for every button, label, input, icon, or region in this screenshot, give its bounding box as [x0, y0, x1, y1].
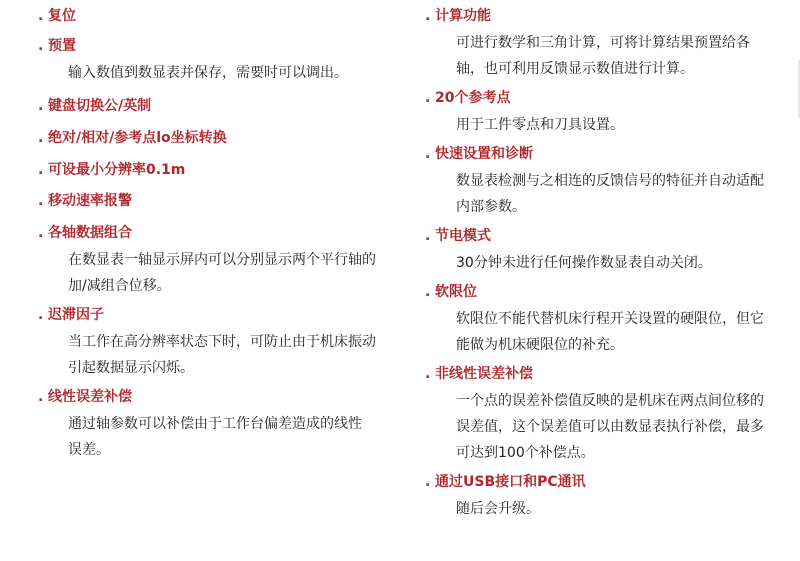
feature-title: 快速设置和诊断 [435, 146, 533, 162]
feature-title: 软限位 [435, 284, 477, 300]
feature-description [425, 306, 795, 358]
feature-item [38, 128, 398, 148]
feature-title: 20个参考点 [435, 90, 511, 106]
feature-item [38, 160, 398, 180]
feature-heading [38, 305, 398, 325]
feature-title: 各轴数据组合 [48, 225, 132, 241]
bullet-dot: . [38, 225, 44, 241]
feature-title: 非线性误差补偿 [435, 366, 533, 382]
bullet-dot: . [425, 366, 431, 382]
feature-item [425, 88, 795, 138]
description-line: 30分钟未进行任何操作数显表自动关闭。 [456, 255, 712, 271]
description-line: 数显表检测与之相连的反馈信号的特征并自动适配 [456, 173, 764, 189]
description-line: 输入数值到数显表并保存，需要时可以调出。 [68, 65, 348, 81]
description-line: 内部参数。 [456, 199, 526, 215]
bullet-dot: . [38, 130, 44, 146]
feature-item [425, 144, 795, 220]
feature-description [425, 496, 795, 522]
feature-item [38, 96, 398, 116]
description-line: 用于工件零点和刀具设置。 [456, 117, 624, 133]
description-line: 轴，也可利用反馈显示数值进行计算。 [456, 61, 694, 77]
bullet-dot: . [425, 474, 431, 490]
bullet-dot: . [38, 38, 44, 54]
bullet-dot: . [425, 228, 431, 244]
feature-item [38, 305, 398, 381]
bullet-dot: . [38, 98, 44, 114]
description-line: 可进行数学和三角计算，可将计算结果预置给各 [456, 35, 750, 51]
feature-heading [425, 472, 795, 492]
feature-title: 键盘切换公/英制 [48, 98, 152, 114]
description-line: 引起数据显示闪烁。 [68, 360, 194, 376]
description-line: 误差值，这个误差值可以由数显表执行补偿，最多 [456, 419, 764, 435]
feature-title: 移动速率报警 [48, 193, 132, 209]
bullet-dot: . [425, 284, 431, 300]
description-line: 在数显表一轴显示屏内可以分别显示两个平行轴的 [68, 252, 376, 268]
feature-item [425, 364, 795, 466]
feature-description [425, 168, 795, 220]
bullet-dot: . [38, 389, 44, 405]
feature-item [38, 223, 398, 299]
bullet-dot: . [38, 307, 44, 323]
feature-heading [38, 96, 398, 116]
feature-item [425, 226, 795, 276]
feature-description [38, 247, 398, 299]
description-line: 随后会升级。 [456, 501, 540, 517]
description-line: 能做为机床硬限位的补充。 [456, 337, 624, 353]
feature-heading [38, 6, 398, 26]
feature-description [425, 112, 795, 138]
feature-title: 节电模式 [435, 228, 491, 244]
description-line: 通过轴参数可以补偿由于工作台偏差造成的线性 [68, 416, 362, 432]
feature-heading [38, 223, 398, 243]
feature-heading [425, 6, 795, 26]
feature-title: 绝对/相对/参考点lo坐标转换 [48, 130, 227, 146]
feature-title: 可设最小分辨率0.1m [48, 162, 186, 178]
bullet-dot: . [425, 146, 431, 162]
description-line: 可达到100个补偿点。 [456, 445, 595, 461]
feature-title: 预置 [48, 38, 76, 54]
bullet-dot: . [425, 8, 431, 24]
bullet-dot: . [38, 193, 44, 209]
feature-heading [38, 128, 398, 148]
feature-description [425, 250, 795, 276]
feature-title: 计算功能 [435, 8, 491, 24]
feature-heading [425, 88, 795, 108]
feature-heading [38, 160, 398, 180]
feature-title: 复位 [48, 8, 76, 24]
feature-heading [38, 191, 398, 211]
feature-heading [425, 144, 795, 164]
description-line: 加/减组合位移。 [68, 278, 171, 294]
feature-item [38, 387, 398, 463]
feature-title: 通过USB接口和PC通讯 [435, 474, 586, 490]
description-line: 软限位不能代替机床行程开关设置的硬限位，但它 [456, 311, 764, 327]
feature-item [425, 472, 795, 522]
feature-item [38, 191, 398, 211]
feature-heading [425, 226, 795, 246]
bullet-dot: . [38, 162, 44, 178]
description-line: 误差。 [68, 442, 110, 458]
feature-heading [38, 36, 398, 56]
feature-title: 迟滞因子 [48, 307, 104, 323]
description-line: 当工作在高分辨率状态下时，可防止由于机床振动 [68, 334, 376, 350]
bullet-dot: . [425, 90, 431, 106]
right-feature-column [425, 0, 795, 522]
feature-heading [38, 387, 398, 407]
description-line: 一个点的误差补偿值反映的是机床在两点间位移的 [456, 393, 764, 409]
feature-description [425, 388, 795, 466]
feature-item [38, 6, 398, 26]
feature-description [425, 30, 795, 82]
feature-item [425, 282, 795, 358]
left-feature-column [38, 0, 398, 463]
feature-title: 线性误差补偿 [48, 389, 132, 405]
feature-item [425, 6, 795, 82]
feature-description [38, 60, 398, 86]
feature-heading [425, 364, 795, 384]
bullet-dot: . [38, 8, 44, 24]
feature-description [38, 411, 398, 463]
feature-description [38, 329, 398, 381]
feature-item [38, 36, 398, 86]
feature-heading [425, 282, 795, 302]
